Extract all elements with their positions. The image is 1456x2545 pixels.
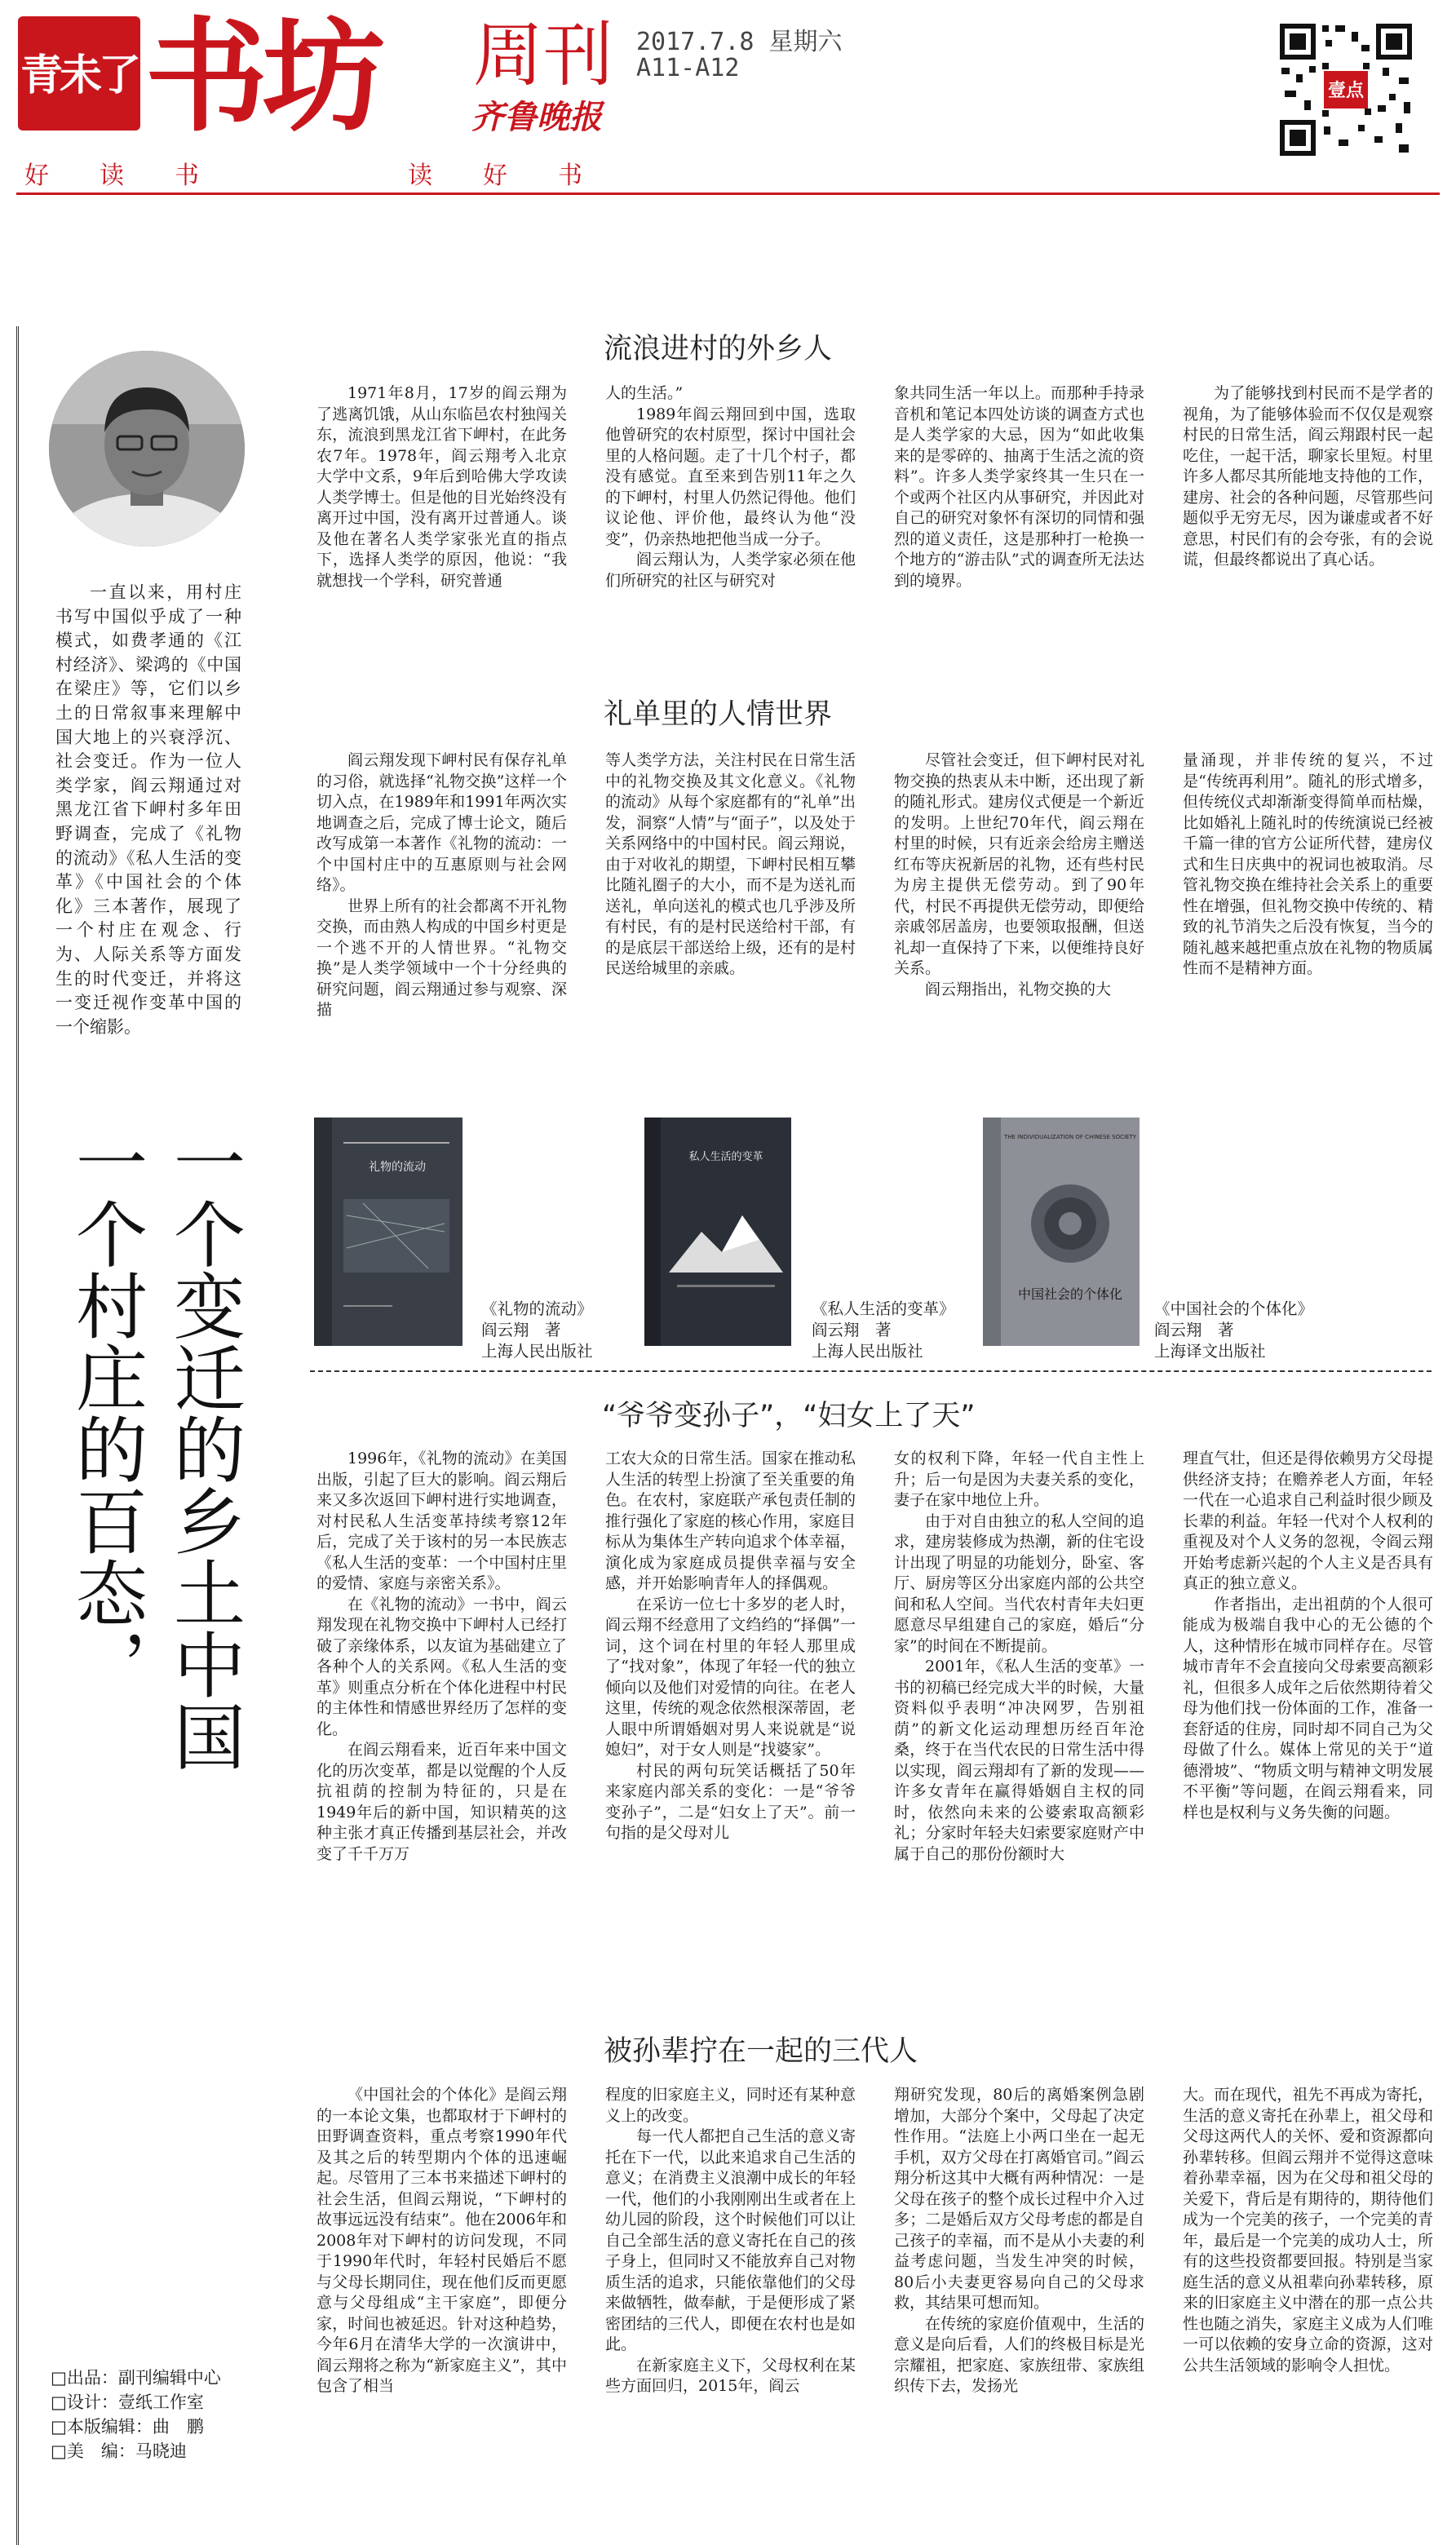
paragraph: 尽管社会变迁，但下岬村民对礼物交换的热衷从未中断，还出现了新的随礼形式。建房仪式便是一个新近的发明。上世纪70年代，阎云翔在村里的时候，只有近亲会给房主赠送红布等庆祝新居的礼物，还有些村民为房主提供无偿劳动。到了90年代，村民不再提供无偿劳动，即便给亲戚邻居盖房，也要领取报酬，但送礼却一直保持了下来，以便维持良好关系。 [894,751,1144,977]
paragraph: 等人类学方法，关注村民在日常生活中的礼物交换及其文化意义。《礼物的流动》从每个家庭都有的“礼单”出发，洞察“人情”与“面子”，以及处于关系网络中的中国村民。阎云翔说，由于对收礼的期望，下岬村民相互攀比随礼圈子的大小，而不是为送礼而送礼，单向送礼的模式也几乎涉及所有村民，有的是村民送给村干部，有的是底层干部送给上级，还有的是村民送给城里的亲戚。 [605,751,856,977]
book-caption [481,1299,593,1362]
qr-label: 壹点 [1327,81,1365,101]
article-column [1183,2085,1433,2376]
paragraph: 量涌现，并非传统的复兴，不过是“传统再利用”。随礼的形式增多，但传统仪式却渐渐变得简单而枯燥，比如婚礼上随礼时的传统演说已经被千篇一律的官方公证所代替，建房仪式和生日庆典中的祝词也被取消。尽管礼物交换在维持社会关系上的重要性在增强，但礼物交换中传统的、精致的礼节消失之后没有恢复，当今的随礼越来越把重点放在礼物的物质属性而不是精神方面。 [1183,751,1433,977]
cover-english-title: THE INDIVIDUALIZATION OF CHINESE SOCIETY [1003,1134,1137,1140]
paragraph: 阎云翔认为，人类学家必须在他们所研究的社区与研究对 [605,551,856,590]
paragraph: 每一代人都把自己生活的意义寄托在下一代，以此来追求自己生活的意义；在消费主义浪潮中成长的年轻一代，他们的小我刚刚出生或者在上幼儿园的阶段，这个时候他们可以让自己全部生活的意义寄托在自己的孩子身上，但同时又不能放弃自己对物质生活的追求，只能依靠他们的父母来做牺牲，做奉献，于是便形成了紧密团结的三代人，即便在农村也是如此。 [605,2127,856,2353]
paragraph: 在《礼物的流动》一书中，阎云翔发现在礼物交换中下岬村人已经打破了亲缘体系，以友谊为基础建立了各种个人的关系网。《私人生活的变革》则重点分析在个体化进程中村民的主体性和情感世界经历了怎样的变化。 [316,1595,567,1738]
headline [45,1126,249,2023]
paragraph: 大。而在现代，祖先不再成为寄托，生活的意义寄托在孙辈上，祖父母和父母这两代人的关怀、爱和资源都向孙辈转移。但阎云翔并不觉得这意味着孙辈幸福，因为在父母和祖父母的关爱下，背后是有期待的，期待他们成为一个完美的孩子，一个完美的青年，最后是一个完美的成功人士，所有的这些投资都要回报。特别是当家庭生活的意义从祖辈向孙辈转移，原来的旧家庭主义中潜在的那一点公共性也随之消失，家庭主义成为人们唯一可以依赖的安身立命的资源，这对公共生活领域的影响令人担忧。 [1183,2086,1433,2375]
logo-text: 青未了 [20,51,138,100]
paragraph: 女的权利下降，年轻一代自主性上升；后一句是因为夫妻关系的变化，妻子在家中地位上升。 [894,1450,1144,1509]
article-column [894,2085,1144,2397]
headline-line-2: 一个村庄的百态， [64,1126,148,1700]
issue-date: 2017.7.8 星期六 [636,28,843,56]
book-title: 《私人生活的变革》 [812,1299,955,1318]
paragraph: 由于对自由独立的私人空间的追求，建房装修成为热潮，新的住宅设计出现了明显的功能划分，卧室、客厅、厨房等区分出家庭内部的公共空间和私人空间。当代农村青年夫妇更愿意尽早组建自己的家庭，婚后“分家”的时间在不断提前。 [894,1512,1144,1655]
article-column [316,750,567,1021]
article-column [316,1449,567,1865]
paragraph: 《中国社会的个体化》是阎云翔的一本论文集，也都取材于下岬村的田野调查资料，重点考察1990年代及其之后的转型期内个体的迅速崛起。尽管用了三本书来描述下岬村的社会生活，但阎云翔说，“下岬村的故事远远没有结束”。他在2006年和2008年对下岬村的访问发现，不同于1990年代时，年轻村民婚后不愿与父母长期同住，现在他们反而更愿意与父母组成“主干家庭”，即便分家，时间也被延迟。针对这种趋势，今年6月在清华大学的一次演讲中，阎云翔将之称为“新家庭主义”，其中包含了相当 [316,2086,567,2395]
credit-line: □出品：副刊编辑中心 [51,2368,221,2388]
author-photo [49,351,245,547]
credit-line: □美 编：马晓迪 [51,2441,187,2461]
book-cover-individualization [983,1109,1146,1346]
masthead-divider [16,193,1440,195]
intro-text: 一直以来，用村庄书写中国似乎成了一种模式，如费孝通的《江村经济》、梁鸿的《中国在梁庄》等，它们以乡土的日常叙事来理解中国大地上的兴衰浮沉、社会变迁。作为一位人类学家，阎云翔通过对黑龙江省下岬村多年田野调查，完成了《礼物的流动》《私人生活的变革》《中国社会的个体化》三本著作，展现了一个村庄在观念、行为、人际关系等方面发生的时代变迁，并将这一变迁视作变革中国的一个缩影。 [55,582,241,1037]
book-cover-gift [314,1109,469,1346]
slogan-right: 读好书 [408,162,633,190]
book-publisher: 上海人民出版社 [481,1342,593,1361]
article-column [605,383,856,591]
paragraph: 程度的旧家庭主义，同时还有某种意义上的改变。 [605,2086,856,2125]
article-column [605,750,856,980]
book-author: 阎云翔 著 [812,1321,892,1339]
paper-name: 齐鲁晚报 [471,98,602,136]
cover-title: 私人生活的变革 [688,1151,763,1163]
paragraph: 阎云翔指出，礼物交换的大 [925,980,1112,998]
article-column [316,383,567,591]
brand-title: 书坊 [145,7,381,148]
article-column [1183,750,1433,980]
paragraph: 在采访一位七十多岁的老人时，阎云翔不经意用了文绉绉的“择偶”一词，这个词在村里的年轻人那里成了“找对象”，体现了年轻一代的独立倾向以及他们对爱情的向往。在老人这里，传统的观念依然根深蒂固，老人眼中所谓婚姻对男人来说就是“说媳妇”，对于女人则是“找婆家”。 [605,1595,856,1759]
credit-line: □本版编辑：曲 鹏 [51,2417,204,2437]
paragraph: 1971年8月，17岁的阎云翔为了逃离饥饿，从山东临邑农村独闯关东，流浪到黑龙江省下岬村，在此务农7年。1978年，阎云翔考入北京大学中文系，9年后到哈佛大学攻读人类学博士。但是他的目光始终没有离开过中国，没有离开过普通人。谈及他在著名人类学家张光直的指点下，选择人类学的原因，他说：“我就想找一个学科，研究普通 [316,384,567,590]
article-column [1183,383,1433,571]
book-title: 《礼物的流动》 [481,1299,593,1318]
paragraph: 世界上所有的社会都离不开礼物交换，而由熟人构成的中国乡村更是一个逃不开的人情世界。“礼物交换”是人类学领域中一个十分经典的研究问题，阎云翔通过参与观察、深描 [316,896,567,1019]
section-title: 被孙辈拧在一起的三代人 [604,2035,918,2068]
paragraph: 1989年阎云翔回到中国，选取他曾研究的农村原型，探讨中国社会里的人格问题。走了十几个村子，都没有感觉。直至来到告别11年之久的下岬村，村里人仍然记得他。他们议论他、评价他，最终认为他“没变”，仍亲热地把他当成一分子。 [605,405,856,548]
paragraph: 为了能够找到村民而不是学者的视角，为了能够体验而不仅仅是观察村民的日常生活，阎云翔跟村民一起吃住，一起干活，聊家长里短。村里许多人都尽其所能地支持他的工作，建房、社会的各种问题，尽管那些问题似乎无穷无尽，因为谦虚或者不好意思，村民们有的会夸张，有的会说谎，但最终都说出了真心话。 [1183,384,1433,569]
book-author: 阎云翔 著 [1154,1321,1234,1339]
cover-title: 中国社会的个体化 [1017,1286,1123,1302]
paragraph: 翔研究发现，80后的离婚案例急剧增加，大部分个案中，父母起了决定性作用。“法庭上小两口坐在一起无手机，双方父母在打离婚官司。”阎云翔分析这其中大概有两种情况：一是父母在孩子的整个成长过程中介入过多；二是婚后双方父母考虑的都是自己孩子的幸福，而不是从小夫妻的利益考虑问题，当发生冲突的时候，80后小夫妻更容易向自己的父母求救，其结果可想而知。 [894,2086,1144,2312]
paragraph: 在传统的家庭价值观中，生活的意义是向后看，人们的终极目标是光宗耀祖，把家庭、家族纽带、家族组织传下去，发扬光 [894,2314,1144,2395]
paragraph: 阎云翔发现下岬村民有保存礼单的习俗，就选择“礼物交换”这样一个切入点，在1989年和1991年两次实地调查之后，完成了博士论文，随后改写成第一本著作《礼物的流动：一个中国村庄中的互惠原则与社会网络》。 [316,751,567,894]
article-column [894,1449,1144,1865]
qr-code[interactable] [1277,20,1415,159]
paragraph: 象共同生活一年以上。而那种手持录音机和笔记本四处访谈的调查方式也是人类学家的大忌，因为“如此收集来的是零碎的、抽离于生活之流的资料”。许多人类学家终其一生只在一个或两个社区内从事研究，并因此对自己的研究对象怀有深切的同情和强烈的道义责任，这是那种打一枪换一个地方的“游击队”式的调查所无法达到的境界。 [894,384,1144,590]
section-title: “爷爷变孙子”，“妇女上了天” [602,1400,976,1432]
cover-title: 礼物的流动 [369,1161,426,1174]
book-caption [812,1299,955,1362]
credits [51,2366,263,2463]
weekly-label: 周刊 [473,15,613,96]
headline-line-1: 一个变迁的乡土中国 [162,1126,246,1772]
slogan-left: 好读书 [24,162,250,190]
book-caption [1154,1299,1313,1362]
book-title: 《中国社会的个体化》 [1154,1299,1314,1318]
article-column [894,383,1144,591]
page-numbers: A11-A12 [636,54,740,82]
article-column [605,1449,856,1844]
book-publisher: 上海人民出版社 [812,1342,923,1361]
logo [18,16,140,131]
book-author: 阎云翔 著 [481,1321,561,1339]
paragraph: 作者指出，走出祖荫的个人很可能成为极端自我中心的无公德的个人，这种情形在城市同样存在。尽管城市青年不会直接向父母索要高额彩礼，但很多人成年之后依然期待着父母为他们找一份体面的工作，准备一套舒适的住房，同时却不同自己为父母做了什么。媒体上常见的关于“道德滑坡”、“物质文明与精神文明发展不平衡”等问题，在阎云翔看来，同样也是权利与义务失衡的问题。 [1183,1595,1433,1821]
section-divider [310,1370,1432,1372]
credit-line: □设计：壹纸工作室 [51,2392,204,2412]
section-title: 流浪进村的外乡人 [604,333,833,365]
paragraph: 工农大众的日常生活。国家在推动私人生活的转型上扮演了至关重要的角色。在农村，家庭联产承包责任制的推行强化了家庭的核心作用，家庭目标从为集体生产转向追求个体幸福，演化成为家庭成员提供幸福与安全感，并开始影响青年人的择偶观。 [605,1450,856,1592]
book-cover-private-life [644,1109,799,1346]
paragraph: 在阎云翔看来，近百年来中国文化的历次变革，都是以觉醒的个人反抗祖荫的控制为特征的，只是在1949年后的新中国，知识精英的这种主张才真正传播到基层社会，并改变了千千万万 [316,1741,567,1863]
article-column [894,750,1144,1000]
article-column [1183,1449,1433,1823]
paragraph: 在新家庭主义下，父母权利在某些方面回归，2015年，阎云 [605,2356,856,2395]
section-title: 礼单里的人情世界 [604,698,833,731]
paragraph: 村民的两句玩笑话概括了50年来家庭内部关系的变化：一是“爷爷变孙子”，二是“妇女上了天”。前一句指的是父母对儿 [605,1761,856,1842]
paragraph: 2001年，《私人生活的变革》一书的初稿已经完成大半的时候，大量资料似乎表明“冲决网罗，告别祖荫”的新文化运动理想历经百年沧桑，终于在当代农民的日常生活中得以实现，阎云翔却有了新的发现——许多女青年在赢得婚姻自主权的同时，依然向未来的公婆索取高额彩礼；分家时年轻夫妇索要家庭财产中属于自己的那份份额时大 [894,1658,1144,1863]
paragraph: 理直气壮，但还是得依赖男方父母提供经济支持；在赡养老人方面，年轻一代在一心追求自己利益时很少顾及长辈的利益。年轻一代对个人权利的重视及对个人义务的忽视，令阎云翔开始考虑新兴起的个人主义是否具有真正的独立意义。 [1183,1450,1433,1592]
article-column [605,2085,856,2397]
paragraph: 人的生活。” [605,384,684,402]
book-publisher: 上海译文出版社 [1154,1342,1266,1361]
paragraph: 1996年，《礼物的流动》在美国出版，引起了巨大的影响。阎云翔后来又多次返回下岬村进行实地调查，对村民私人生活变革持续考察12年后，完成了关于该村的另一本民族志《私人生活的变革：一个中国村庄里的爱情、家庭与亲密关系》。 [316,1450,567,1592]
article-column [316,2085,567,2397]
